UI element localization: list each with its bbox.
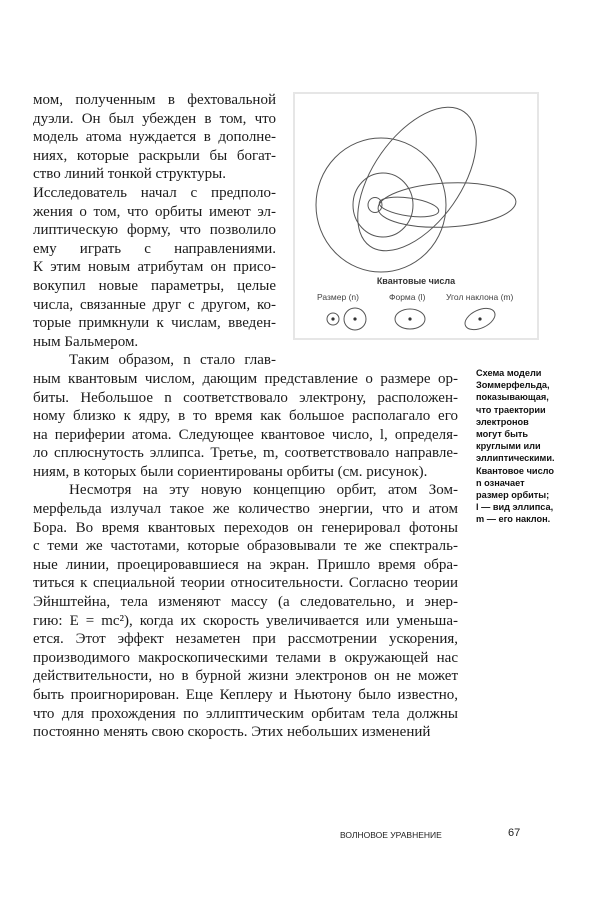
text-line: К этим новым атрибутам он присо- [33, 259, 276, 276]
text-line: дуэли. Он был убежден в том, что [33, 110, 276, 127]
text-line: на периферии атома. Следующее квантовое число, l, определя- [33, 426, 458, 443]
label-size: Размер (n) [317, 292, 359, 302]
orbit-large-circle [316, 138, 446, 272]
caption-line: Схема модели [476, 368, 542, 378]
text-line: что для прохождения по эллиптическим орбитам тела должны [33, 705, 458, 722]
text-line: ным Бальмером. [33, 333, 139, 350]
text-line: Таким образом, n стало глав- [69, 352, 276, 369]
caption-line: круглыми или [476, 441, 541, 452]
orbit-inner [378, 194, 440, 220]
running-footer-section: ВОЛНОВОЕ УРАВНЕНИЕ [340, 830, 442, 840]
body-text-narrow [33, 91, 276, 370]
text-line: вокупил новые параметры, целые [33, 277, 276, 294]
text-line: титься к специальной теории относительности. Согласно теории [33, 575, 458, 592]
label-tilt: Угол наклона (m) [446, 292, 514, 302]
text-line: ется. Этот эффект незаметен при рассмотрении ускорения, [33, 631, 458, 648]
text-line: постоянно менять свою скорость. Этих небольших изменений [33, 724, 431, 741]
figure-caption [476, 367, 594, 526]
caption-line: показывающая, [476, 392, 549, 403]
text-line: быть проигнорирован. Еще Кеплеру и Ньютону было известно, [33, 687, 458, 703]
text-line: модель атома нуждается в дополне- [33, 129, 276, 146]
caption-line: Квантовое число [476, 465, 555, 476]
text-line: биты. Небольшое n соответствовало электрону, расположен- [33, 389, 458, 406]
caption-line: n означает [476, 477, 525, 488]
text-line: Несмотря на эту новую концепцию орбит, атом Зом- [69, 482, 458, 499]
orbit-medium [353, 173, 413, 237]
text-line: ному близко к ядру, в то время как большое располагало его [33, 408, 458, 425]
text-line: торые примкнули к числам, введен- [33, 315, 276, 332]
text-line: с теми же частотами, которые образовывали те же спектраль- [33, 538, 458, 555]
orbit-long [377, 179, 517, 230]
caption-line: что траектории [476, 404, 546, 415]
text-line: ло сплюснутость эллипса. Третье, m, соответствовало направле- [33, 445, 458, 462]
text-line: действительности, но в бурной жизни электронов он не может [33, 668, 458, 685]
text-line: мом, полученным в фехтовальной [33, 92, 276, 108]
caption-line: l — вид эллипса, [476, 502, 554, 513]
text-line: ные линии, проецировавшиеся на экран. Пришло время обра- [33, 556, 458, 573]
sommerfeld-model-figure [293, 92, 539, 340]
caption-line: Зоммерфельда, [476, 380, 550, 391]
label-shape: Форма (l) [389, 292, 426, 302]
text-line: Исследователь начал с предполо- [33, 184, 276, 201]
figure-title: Квантовые числа [376, 276, 456, 286]
body-text-wide [33, 370, 458, 742]
text-line: производимого макроскопическими телами в окружающей нас [33, 649, 458, 666]
text-line: жения о том, что орбиты имеют эл- [33, 203, 276, 220]
text-line: ным квантовым числом, дающим представление о размере ор- [33, 370, 458, 387]
text-line: липтическую форму, что позволило [33, 222, 276, 239]
text-line: ему играть с направлениями. [33, 240, 276, 257]
caption-line: могут быть [476, 429, 529, 440]
caption-line: электронов [476, 416, 529, 427]
text-line: ство линий тонкой структуры. [33, 166, 226, 183]
page-number: 67 [508, 827, 521, 839]
caption-line: размер орбиты; [476, 490, 550, 501]
text-line: ниям, в которых были сориентированы орбиты (см. рисунок). [33, 463, 428, 480]
text-line: Эйнштейна, тела изменяют массу (а следовательно, и энер- [33, 594, 458, 611]
text-line: мерфельда излучал такое же количество энергии, что и атом [33, 501, 458, 518]
text-line: числа, связанные друг с другом, ко- [33, 296, 276, 313]
text-line: гию: E = mc²), когда их скорость увеличивается или уменьша- [33, 612, 458, 629]
caption-line: m — его наклон. [476, 514, 551, 525]
caption-line: эллиптическими. [476, 453, 555, 464]
text-line: ниях, которые раскрыли бы богат- [33, 147, 276, 164]
orbit-tilted [334, 94, 500, 271]
text-line: Бора. Во время квантовых переходов он генерировал фотоны [33, 519, 458, 536]
